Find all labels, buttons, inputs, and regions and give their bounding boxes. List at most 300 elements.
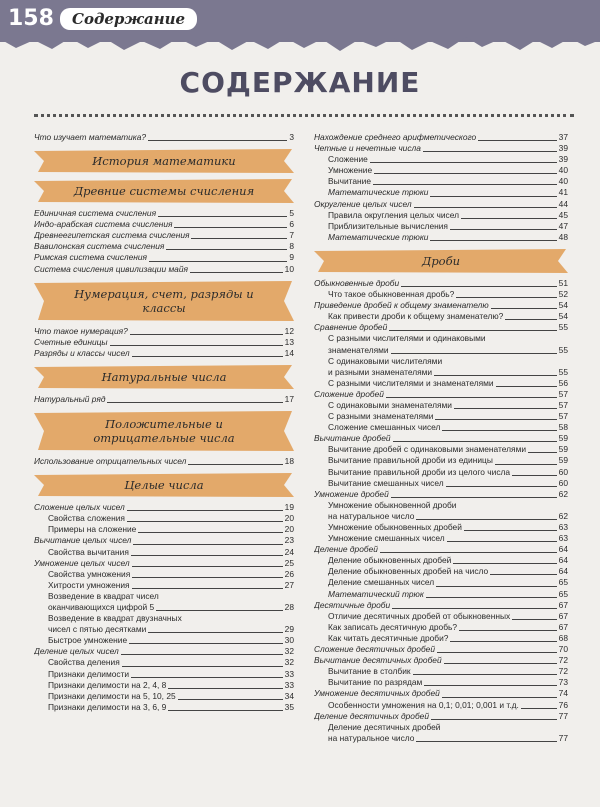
leader-line	[148, 140, 287, 141]
toc-entry-title: С разными числителями и знаменателями	[328, 377, 494, 388]
section-banner	[34, 179, 294, 203]
leader-line	[391, 353, 557, 354]
section-banner-title: Нумерация, счет, разряды и классы	[74, 286, 254, 315]
toc-entry-title: Как записать десятичную дробь?	[328, 621, 458, 632]
toc-entry-page: 6	[289, 219, 294, 230]
toc-entry-page: 14	[284, 347, 294, 358]
toc-entry[interactable]	[34, 337, 294, 348]
toc-entry-page: 25	[284, 557, 294, 568]
toc-entry[interactable]	[34, 602, 294, 613]
toc-entry-title: Умножение обыкновенных дробей	[328, 522, 462, 532]
dotted-separator	[34, 114, 574, 122]
toc-entry-title: Единичная система счисления	[34, 208, 157, 219]
toc-entry-page: 68	[558, 632, 568, 643]
leader-line	[416, 519, 556, 520]
toc-entry-title: Использование отрицательных чисел	[34, 456, 187, 467]
toc-entry-title: Как привести дроби к общему знаменателю?	[328, 311, 504, 322]
toc-entry-page: 39	[558, 154, 568, 165]
toc-entry-page: 37	[558, 132, 568, 142]
toc-entry-page: 27	[284, 579, 294, 590]
toc-entry[interactable]	[314, 467, 568, 478]
toc-entry-title: на натуральное число	[328, 732, 415, 743]
toc-entry-title: С одинаковыми числителями	[328, 355, 443, 366]
toc-entry[interactable]	[314, 733, 568, 744]
leader-line	[528, 452, 557, 453]
toc-entry-page: 3	[289, 132, 294, 142]
leader-line	[447, 541, 557, 542]
leader-line	[129, 643, 283, 644]
toc-entry[interactable]	[314, 289, 568, 300]
toc-entry-page: 33	[284, 679, 294, 690]
toc-entry-title: Вавилонская система счисления	[34, 241, 165, 252]
leader-line	[122, 666, 283, 667]
leader-line	[423, 151, 557, 152]
toc-entry-page: 7	[289, 230, 294, 241]
toc-entry[interactable]	[34, 691, 294, 702]
toc-entry[interactable]	[34, 535, 294, 546]
toc-entry-title: Что такое обыкновенная дробь?	[328, 289, 455, 300]
toc-entry-title: Возведение в квадрат двузначных	[48, 613, 182, 624]
toc-entry-page: 64	[558, 566, 568, 577]
toc-entry[interactable]	[314, 143, 568, 154]
toc-entry-page: 60	[558, 477, 568, 488]
toc-entry-title: Вычитание смешанных чисел	[328, 477, 444, 488]
toc-entry-title: Математический трюк	[328, 588, 424, 599]
toc-entry-page: 54	[558, 311, 568, 322]
toc-right-column	[314, 132, 568, 744]
leader-line	[444, 663, 557, 664]
toc-entry[interactable]	[314, 577, 568, 588]
section-banner	[314, 249, 568, 273]
leader-line	[431, 719, 557, 720]
toc-entry[interactable]	[314, 555, 568, 566]
toc-entry[interactable]	[314, 232, 568, 243]
toc-entry[interactable]	[34, 547, 294, 558]
toc-entry-page: 74	[558, 688, 568, 699]
toc-entry-title: Натуральный ряд	[34, 393, 106, 404]
leader-line	[391, 497, 557, 498]
leader-line	[496, 386, 557, 387]
toc-entry-title: Хитрости умножения	[48, 579, 130, 590]
leader-line	[158, 216, 287, 217]
toc-entry[interactable]	[314, 411, 568, 422]
toc-entry[interactable]	[34, 702, 294, 713]
toc-entry[interactable]	[34, 657, 294, 668]
toc-entry-page: 64	[558, 555, 568, 566]
toc-entry[interactable]	[314, 187, 568, 198]
toc-entry-page: 59	[558, 455, 568, 466]
toc-entry-title: Свойства вычитания	[48, 546, 129, 557]
toc-entry[interactable]	[314, 522, 568, 533]
toc-entry[interactable]	[34, 230, 294, 241]
leader-line	[442, 430, 556, 431]
section-banner-title: Дроби	[421, 253, 461, 268]
toc-entry[interactable]	[314, 422, 568, 433]
toc-entry-title: Отличие десятичных дробей от обыкновенных	[328, 610, 511, 621]
toc-entry[interactable]	[314, 666, 568, 677]
toc-entry-title: Математические трюки	[328, 231, 429, 242]
toc-entry-page: 77	[558, 732, 568, 743]
leader-line	[132, 577, 282, 578]
toc-entry-page: 55	[558, 366, 568, 377]
toc-entry-page: 58	[558, 422, 568, 433]
toc-entry[interactable]	[34, 669, 294, 680]
toc-entry[interactable]	[34, 394, 294, 405]
toc-entry-page: 62	[558, 488, 568, 499]
toc-entry[interactable]	[314, 644, 568, 655]
toc-entry[interactable]	[314, 389, 568, 400]
leader-line	[132, 588, 283, 589]
toc-entry-title: Вычитание правильной дроби из целого числа	[328, 466, 511, 477]
section-banner-title: Древние системы счисления	[73, 184, 255, 199]
toc-entry-title: Древнеегипетская система счисления	[34, 230, 190, 241]
toc-entry-page: 32	[284, 657, 294, 668]
toc-entry-title: Умножение смешанных чисел	[328, 533, 445, 544]
leader-line	[464, 530, 557, 531]
toc-entry-page: 67	[558, 610, 568, 621]
toc-entry-title: Деление обыкновенных дробей на число	[328, 566, 489, 577]
toc-entry-page: 72	[558, 655, 568, 666]
toc-entry[interactable]	[314, 455, 568, 466]
toc-entry-title: Примеры на сложение	[48, 524, 137, 535]
toc-entry[interactable]	[34, 456, 294, 467]
toc-entry-title: Деление десятичных дробей	[328, 721, 441, 732]
toc-entry[interactable]	[314, 533, 568, 544]
toc-entry-title: Вычитание целых чисел	[34, 535, 132, 546]
toc-entry-page: 57	[558, 399, 568, 410]
leader-line	[380, 552, 557, 553]
toc-entry[interactable]	[314, 700, 568, 711]
toc-entry[interactable]	[314, 489, 568, 500]
toc-entry-title: Вычитание в столбик	[328, 666, 411, 677]
leader-line	[461, 218, 557, 219]
toc-entry[interactable]	[314, 333, 568, 344]
section-banner	[34, 149, 294, 173]
toc-entry-title: Математические трюки	[328, 187, 429, 198]
toc-entry[interactable]	[34, 591, 294, 602]
toc-entry[interactable]	[314, 611, 568, 622]
toc-entry[interactable]	[314, 165, 568, 176]
toc-entry-title: Умножение целых чисел	[34, 557, 130, 568]
toc-entry[interactable]	[314, 600, 568, 611]
toc-entry[interactable]	[314, 154, 568, 165]
toc-entry-page: 63	[558, 522, 568, 532]
leader-line	[373, 184, 557, 185]
toc-entry-title: Вычитание правильной дроби из единицы	[328, 455, 493, 466]
toc-entry-title: и разными знаменателями	[328, 366, 433, 377]
toc-entry[interactable]	[34, 613, 294, 624]
leader-line	[491, 308, 557, 309]
toc-entry-page: 5	[289, 208, 294, 219]
header-mountain-edge	[0, 30, 600, 56]
toc-entry[interactable]	[314, 566, 568, 577]
toc-entry[interactable]	[314, 311, 568, 322]
leader-line	[188, 464, 282, 465]
toc-entry-title: С разными числителями и одинаковыми	[328, 333, 486, 344]
toc-entry-page: 67	[558, 621, 568, 632]
toc-entry[interactable]	[314, 400, 568, 411]
leader-line	[512, 619, 557, 620]
leader-line	[392, 608, 557, 609]
toc-entry-page: 57	[558, 388, 568, 399]
toc-entry[interactable]	[34, 635, 294, 646]
toc-entry-page: 29	[284, 624, 294, 635]
toc-entry[interactable]	[314, 711, 568, 722]
leader-line	[132, 356, 283, 357]
toc-entry[interactable]	[34, 252, 294, 263]
leader-line	[512, 475, 557, 476]
toc-entry-title: Сложение	[328, 154, 368, 165]
leader-line	[478, 140, 556, 141]
toc-entry-title: чисел с пятью десятками	[48, 624, 147, 635]
toc-entry[interactable]	[34, 624, 294, 635]
toc-entry-page: 9	[289, 252, 294, 263]
toc-entry-title: Приблизительные вычисления	[328, 220, 448, 231]
section-banner	[34, 411, 294, 451]
toc-entry-title: Свойства сложения	[48, 513, 125, 524]
leader-line	[374, 173, 557, 174]
toc-entry[interactable]	[314, 300, 568, 311]
toc-entry-title: Счетные единицы	[34, 336, 108, 347]
toc-entry[interactable]	[314, 433, 568, 444]
toc-entry-title: Что такое нумерация?	[34, 325, 128, 336]
toc-entry-page: 73	[558, 677, 568, 688]
toc-left-column	[34, 132, 294, 713]
toc-entry[interactable]	[314, 633, 568, 644]
toc-entry-page: 52	[558, 289, 568, 300]
toc-entry-page: 19	[284, 502, 294, 513]
toc-entry-page: 17	[284, 393, 294, 404]
toc-entry-page: 32	[284, 646, 294, 657]
toc-entry[interactable]	[314, 278, 568, 289]
toc-entry-page: 54	[558, 300, 568, 311]
toc-entry-title: Десятичные дроби	[314, 599, 391, 610]
toc-entry-page: 33	[284, 668, 294, 679]
toc-entry-title: Вычитание дробей с одинаковыми знаменателями	[328, 444, 527, 455]
leader-line	[370, 162, 557, 163]
toc-entry-title: Как читать десятичные дроби?	[328, 632, 449, 643]
toc-entry-title: Признаки делимости на 3, 6, 9	[48, 701, 167, 712]
leader-line	[127, 510, 283, 511]
leader-line	[168, 688, 282, 689]
toc-entry-page: 10	[284, 263, 294, 274]
toc-entry[interactable]	[314, 356, 568, 367]
toc-entry-title: Сложение целых чисел	[34, 502, 125, 513]
toc-entry-title: Возведение в квадрат чисел	[48, 590, 159, 601]
toc-entry-page: 67	[558, 599, 568, 610]
leader-line	[174, 227, 287, 228]
toc-entry-title: Деление дробей	[314, 544, 378, 555]
toc-entry[interactable]	[314, 378, 568, 389]
toc-entry[interactable]	[314, 444, 568, 455]
toc-entry[interactable]	[314, 345, 568, 356]
leader-line	[416, 741, 556, 742]
toc-entry-page: 41	[558, 187, 568, 198]
toc-entry-title: Округление целых чисел	[314, 198, 412, 209]
leader-line	[138, 532, 282, 533]
toc-entry[interactable]	[34, 680, 294, 691]
toc-entry-page: 48	[558, 231, 568, 242]
toc-entry-page: 18	[284, 456, 294, 467]
toc-entry[interactable]	[314, 688, 568, 699]
section-banner	[34, 473, 294, 497]
leader-line	[166, 249, 287, 250]
toc-entry[interactable]	[314, 511, 568, 522]
leader-line	[131, 555, 283, 556]
toc-entry-title: Умножение	[328, 165, 373, 176]
leader-line	[110, 345, 283, 346]
toc-entry[interactable]	[314, 221, 568, 232]
toc-entry[interactable]	[34, 219, 294, 230]
toc-entry-page: 8	[289, 241, 294, 252]
toc-entry-page: 45	[558, 209, 568, 220]
toc-entry[interactable]	[34, 241, 294, 252]
toc-entry[interactable]	[34, 558, 294, 569]
toc-entry-page: 34	[284, 690, 294, 701]
toc-entry[interactable]	[34, 569, 294, 580]
leader-line	[127, 521, 283, 522]
leader-line	[490, 574, 557, 575]
toc-entry-title: на натуральное число	[328, 510, 415, 521]
toc-entry[interactable]	[314, 655, 568, 666]
toc-entry-title: Деление смешанных чисел	[328, 577, 435, 588]
toc-entry-title: Обыкновенные дроби	[314, 277, 400, 288]
leader-line	[446, 486, 557, 487]
toc-entry-page: 26	[284, 568, 294, 579]
leader-line	[434, 375, 557, 376]
toc-entry-page: 44	[558, 198, 568, 209]
toc-entry-page: 12	[284, 325, 294, 336]
toc-entry[interactable]	[314, 132, 568, 143]
toc-entry-page: 30	[284, 635, 294, 646]
toc-entry-page: 76	[558, 699, 568, 710]
leader-line	[191, 238, 287, 239]
leader-line	[130, 334, 283, 335]
toc-entry[interactable]	[314, 322, 568, 333]
toc-entry[interactable]	[314, 722, 568, 733]
toc-entry[interactable]	[314, 367, 568, 378]
page-title: СОДЕРЖАНИЕ	[179, 66, 421, 99]
leader-line	[456, 297, 556, 298]
toc-entry-title: Признаки делимости на 2, 4, 8	[48, 679, 167, 690]
toc-entry-title: Деление десятичных дробей	[314, 710, 429, 721]
toc-entry-title: Правила округления целых чисел	[328, 209, 459, 220]
page-number: 158	[8, 6, 54, 31]
toc-entry-page: 65	[558, 588, 568, 599]
toc-entry[interactable]	[314, 589, 568, 600]
toc-entry-title: Умножение дробей	[314, 488, 389, 499]
toc-entry[interactable]	[34, 348, 294, 359]
toc-entry-title: Вычитание по разрядам	[328, 677, 423, 688]
toc-entry-title: Вычитание десятичных дробей	[314, 655, 442, 666]
toc-entry[interactable]	[34, 580, 294, 591]
toc-entry-page: 39	[558, 143, 568, 154]
leader-line	[437, 652, 557, 653]
leader-line	[450, 229, 557, 230]
toc-entry[interactable]	[314, 677, 568, 688]
toc-entry-page: 23	[284, 535, 294, 546]
leader-line	[413, 674, 557, 675]
leader-line	[156, 610, 282, 611]
section-banner-title: История математики	[92, 154, 236, 169]
toc-entry-title: Разряды и классы чисел	[34, 347, 130, 358]
leader-line	[132, 566, 283, 567]
toc-entry-page: 55	[558, 322, 568, 333]
toc-entry[interactable]	[34, 502, 294, 513]
toc-entry-page: 65	[558, 577, 568, 588]
leader-line	[107, 402, 282, 403]
toc-entry[interactable]	[314, 500, 568, 511]
toc-entry-page: 40	[558, 176, 568, 187]
toc-entry[interactable]	[34, 208, 294, 219]
toc-entry-page: 20	[284, 524, 294, 535]
toc-entry-title: Четные и нечетные числа	[314, 143, 421, 154]
toc-entry[interactable]	[314, 210, 568, 221]
toc-entry-title: Что изучает математика?	[34, 132, 147, 142]
toc-entry-page: 59	[558, 433, 568, 444]
leader-line	[389, 330, 556, 331]
toc-entry[interactable]	[34, 326, 294, 337]
leader-line	[453, 563, 556, 564]
leader-line	[401, 286, 557, 287]
toc-entry-page: 60	[558, 466, 568, 477]
toc-entry[interactable]	[34, 513, 294, 524]
toc-entry-title: С одинаковыми знаменателями	[328, 399, 452, 410]
section-banner-title: Целые числа	[124, 478, 204, 493]
leader-line	[454, 408, 557, 409]
toc-entry[interactable]	[34, 264, 294, 275]
toc-entry-page: 24	[284, 546, 294, 557]
section-banner-title: Натуральные числа	[101, 369, 227, 384]
toc-entry-title: Деление целых чисел	[34, 646, 119, 657]
toc-entry[interactable]	[34, 646, 294, 657]
leader-line	[121, 654, 283, 655]
toc-entry[interactable]	[314, 199, 568, 210]
toc-entry-title: Римская система счисления	[34, 252, 148, 263]
toc-entry-title: Сложение смешанных чисел	[328, 422, 441, 433]
toc-entry-title: Умножение обыкновенной дроби	[328, 499, 457, 510]
toc-entry[interactable]	[314, 176, 568, 187]
toc-entry[interactable]	[34, 524, 294, 535]
toc-entry-page: 13	[284, 336, 294, 347]
section-banner-title: Положительные и отрицательные числа	[93, 417, 235, 446]
toc-entry-title: Сравнение дробей	[314, 322, 388, 333]
toc-entry[interactable]	[314, 478, 568, 489]
toc-entry-title: Особенности умножения на 0,1; 0,01; 0,001 и т.д.	[328, 699, 519, 710]
toc-entry-title: Нахождение среднего арифметического	[314, 132, 477, 142]
toc-entry-page: 64	[558, 544, 568, 555]
toc-entry-title: Вычитание дробей	[314, 433, 391, 444]
leader-line	[521, 708, 557, 709]
toc-entry-title: Признаки делимости на 5, 10, 25	[48, 690, 176, 701]
toc-entry[interactable]	[314, 622, 568, 633]
toc-entry-title: знаменателями	[328, 344, 389, 355]
leader-line	[495, 464, 557, 465]
toc-entry[interactable]	[314, 544, 568, 555]
toc-entry-title: Приведение дробей к общему знаменателю	[314, 300, 489, 311]
leader-line	[435, 419, 556, 420]
toc-entry-title: Сложение десятичных дробей	[314, 644, 435, 655]
leader-line	[450, 641, 556, 642]
toc-entry-page: 63	[558, 533, 568, 544]
toc-entry-title: Индо-арабская система счисления	[34, 219, 173, 230]
toc-entry-page: 40	[558, 165, 568, 176]
toc-entry-page: 20	[284, 513, 294, 524]
toc-entry-page: 51	[558, 277, 568, 288]
toc-entry-page: 28	[284, 601, 294, 612]
section-chip: Содержание	[60, 8, 197, 30]
toc-entry[interactable]	[34, 132, 294, 143]
